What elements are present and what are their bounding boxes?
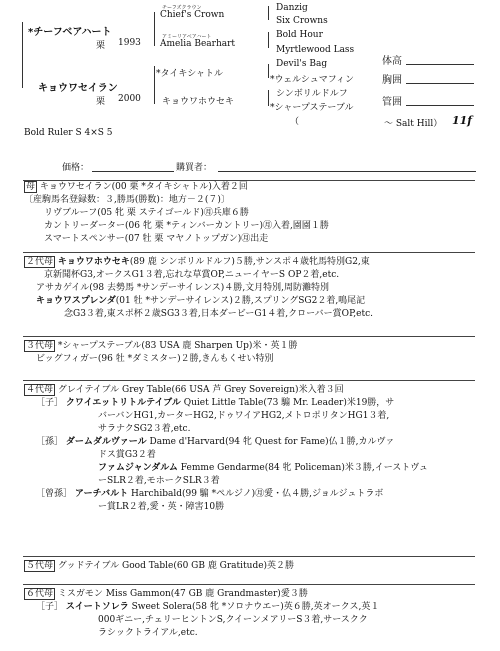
sire-year: 1993	[118, 38, 141, 48]
dam-year: 2000	[118, 94, 141, 104]
second-dam-progeny-cont: 念G3３着,東スポ杯２歳SG3３着,日本ダービーG1４着,クローバー賞OP,etc.	[64, 309, 374, 319]
pedigree-bracket	[154, 12, 155, 46]
descendant-name: ダームダルヴァール	[65, 437, 147, 447]
dam-progeny-line: スマートスペンサー(07 牡 栗 マヤノトップガン)㊊出走	[44, 234, 269, 244]
descendant-record: Sweet Solera(58 牝 *ソロナウエー)英６勝,英オークス,英１	[131, 602, 380, 612]
dam-sire-name: *タイキシャトル	[156, 69, 224, 79]
fifth-dam-title: グッドテイブル Good Table(60 GB 鹿 Gratitude)英２勝	[57, 561, 295, 571]
pedigree-bracket	[22, 22, 23, 88]
g3-ancestor: *シャープステーブル	[270, 103, 354, 113]
fourth-dam-tag: ４代母	[26, 385, 54, 395]
sire-sire-name: Chief's Crown	[160, 10, 225, 20]
dam-color: 栗	[96, 97, 106, 107]
price-label: 価格：	[62, 163, 90, 173]
second-dam-progeny-name: キョウワスプレンダ	[36, 296, 116, 306]
descendant-record-cont: ー賞LR２着,愛・英・障害10勝	[98, 502, 225, 512]
sixth-dam-tag: ６代母	[26, 589, 54, 599]
dam-name: キョウワセイラン	[38, 83, 118, 94]
pedigree-bracket	[268, 32, 269, 48]
descendant-record-cont: ドス賞G3２着	[98, 450, 156, 460]
second-dam-record-cont: 京新聞杯G3,オークスG1３着,忘れな草賞OP,ニューイヤーS OP２着,etc.	[44, 270, 340, 280]
section-6th-dam	[24, 588, 379, 640]
descendant-record-cont: サラナクSG2３着,etc.	[98, 424, 191, 434]
descendant-record: Dame d'Harvard(94 牝 Quest for Fame)仏１勝,カルヴァ	[149, 437, 395, 447]
dam-tag: 母	[26, 182, 36, 192]
dam-progeny-line: リヴブルーフ(05 牝 栗 ステイゴールド)㊊兵庫６勝	[44, 208, 249, 218]
section-5th-dam	[24, 560, 294, 573]
sire-color: 栗	[96, 41, 106, 51]
cannon-label: 管囲	[382, 97, 402, 108]
descendant-name: ファムジャンダルム	[98, 463, 178, 473]
dam-progeny-line: カントリーダーター(06 牝 栗 *ティンバーカントリー)㊊入着,園園１勝	[44, 221, 329, 231]
cannon-blank	[406, 105, 474, 106]
descendant-record: Quiet Little Table(73 騸 Mr. Leader)米19勝，サ	[183, 398, 395, 408]
sire-name: *チーフベアハート	[28, 27, 112, 38]
price-field	[92, 171, 174, 172]
descendant-record: Femme Gendarme(84 牝 Policeman)米３勝,イーストヴュ	[180, 463, 428, 473]
relation-child: ［子］	[36, 398, 64, 408]
section-divider	[23, 556, 475, 557]
section-dam	[24, 181, 329, 246]
buyer-label: 購買者：	[176, 163, 213, 173]
section-2nd-dam	[24, 256, 373, 321]
descendant-record-cont: ーSLR２着,モホークSLR３着	[98, 476, 220, 486]
relation-child: ［子］	[36, 602, 64, 612]
second-dam-tag: ２代母	[26, 257, 54, 267]
descendant-record: Harchibald(99 騸 *ペルジノ)㊊愛・仏４勝,ジョルジュトラボ	[130, 489, 384, 499]
descendant-name: スイートソレラ	[65, 602, 129, 612]
record-number: 11f	[452, 114, 473, 127]
third-dam-title: *シャープステーブル(83 USA 鹿 Sharpen Up)米・英１勝	[57, 341, 298, 351]
second-dam-progeny-record: (01 牡 *サンデーサイレンス)２勝,スプリングSG2２着,鳴尾記	[115, 296, 366, 306]
descendant-record-cont: ラシックトライアル,etc.	[98, 628, 198, 638]
relation-great-grandchild: ［曾孫］	[36, 489, 73, 499]
pedigree-bracket	[268, 64, 269, 78]
descendant-record-cont: バーバンHG1,カーターHG2,ドゥワイアHG2,メトロポリタンHG1３着,	[98, 411, 390, 421]
g3-ancestor: Myrtlewood Lass	[276, 45, 355, 55]
section-divider	[23, 252, 475, 253]
dam-progeny-line: 〔産駒馬名登録数：３,勝馬(勝数)：地方－２(７)〕	[24, 195, 230, 205]
g3-ancestor: Six Crowns	[276, 16, 328, 26]
inbreeding-note: Bold Ruler S 4×S 5	[24, 128, 113, 138]
second-dam-progeny: アサカゲイル(98 去勢馬 *サンデーサイレンス)４勝,文月特別,周防灘特別	[36, 283, 330, 293]
pedigree-last-open: （	[290, 117, 300, 127]
third-dam-tag: ３代母	[26, 341, 54, 351]
section-divider	[23, 584, 475, 585]
height-label: 体高	[382, 56, 402, 67]
third-dam-progeny: ビッグフィガー(96 牡 *ダミスター)２勝,きんもくせい特別	[36, 354, 274, 364]
dam-dam-name: キョウワホウセキ	[162, 97, 235, 107]
pedigree-bracket	[154, 66, 155, 104]
pedigree-bracket	[268, 6, 269, 20]
section-4th-dam	[24, 384, 428, 514]
buyer-field	[218, 171, 476, 172]
second-dam-record: (89 鹿 シンボリルドルフ)５勝,サンスポ４歳牝馬特別G2,東	[129, 257, 370, 267]
g3-ancestor: シンボリルドルフ	[276, 89, 348, 99]
section-3rd-dam	[24, 340, 297, 366]
pedigree-last-close: ～ Salt Hill）	[384, 119, 443, 129]
girth-blank	[406, 83, 474, 84]
descendant-name: クワイエットリトルテイブル	[65, 398, 181, 408]
g3-ancestor: *ウェルシュマフィン	[270, 75, 355, 85]
g3-ancestor: Devil's Bag	[276, 59, 328, 69]
pedigree-bracket	[268, 90, 269, 106]
sixth-dam-title: ミスガモン Miss Gammon(47 GB 鹿 Grandmaster)愛３勝	[57, 589, 308, 599]
relation-grandchild: ［孫］	[36, 437, 64, 447]
sire-dam-name: Amelia Bearhart	[160, 39, 236, 49]
sire-dam-kana: アミーリアベアハート	[162, 34, 212, 40]
descendant-name: アーチバルト	[74, 489, 129, 499]
descendant-record-cont: 000ギニー,チェリーヒントンS,クイーンメアリーS３着,サースクク	[98, 615, 368, 625]
girth-label: 胸囲	[382, 75, 402, 86]
second-dam-name: キョウワホウセキ	[57, 257, 130, 267]
dam-title: キョウワセイラン(00 栗 *タイキシャトル)入着２回	[39, 182, 248, 192]
g3-ancestor: Bold Hour	[276, 30, 323, 40]
section-divider	[23, 336, 475, 337]
fifth-dam-tag: ５代母	[26, 561, 54, 571]
fourth-dam-title: グレイテイブル Grey Table(66 USA 芦 Grey Sovereign)米入着３回	[57, 385, 344, 395]
section-divider	[23, 380, 475, 381]
height-blank	[406, 64, 474, 65]
g3-ancestor: Danzig	[276, 3, 308, 13]
sire-sire-kana: チーフズクラウン	[162, 5, 202, 11]
